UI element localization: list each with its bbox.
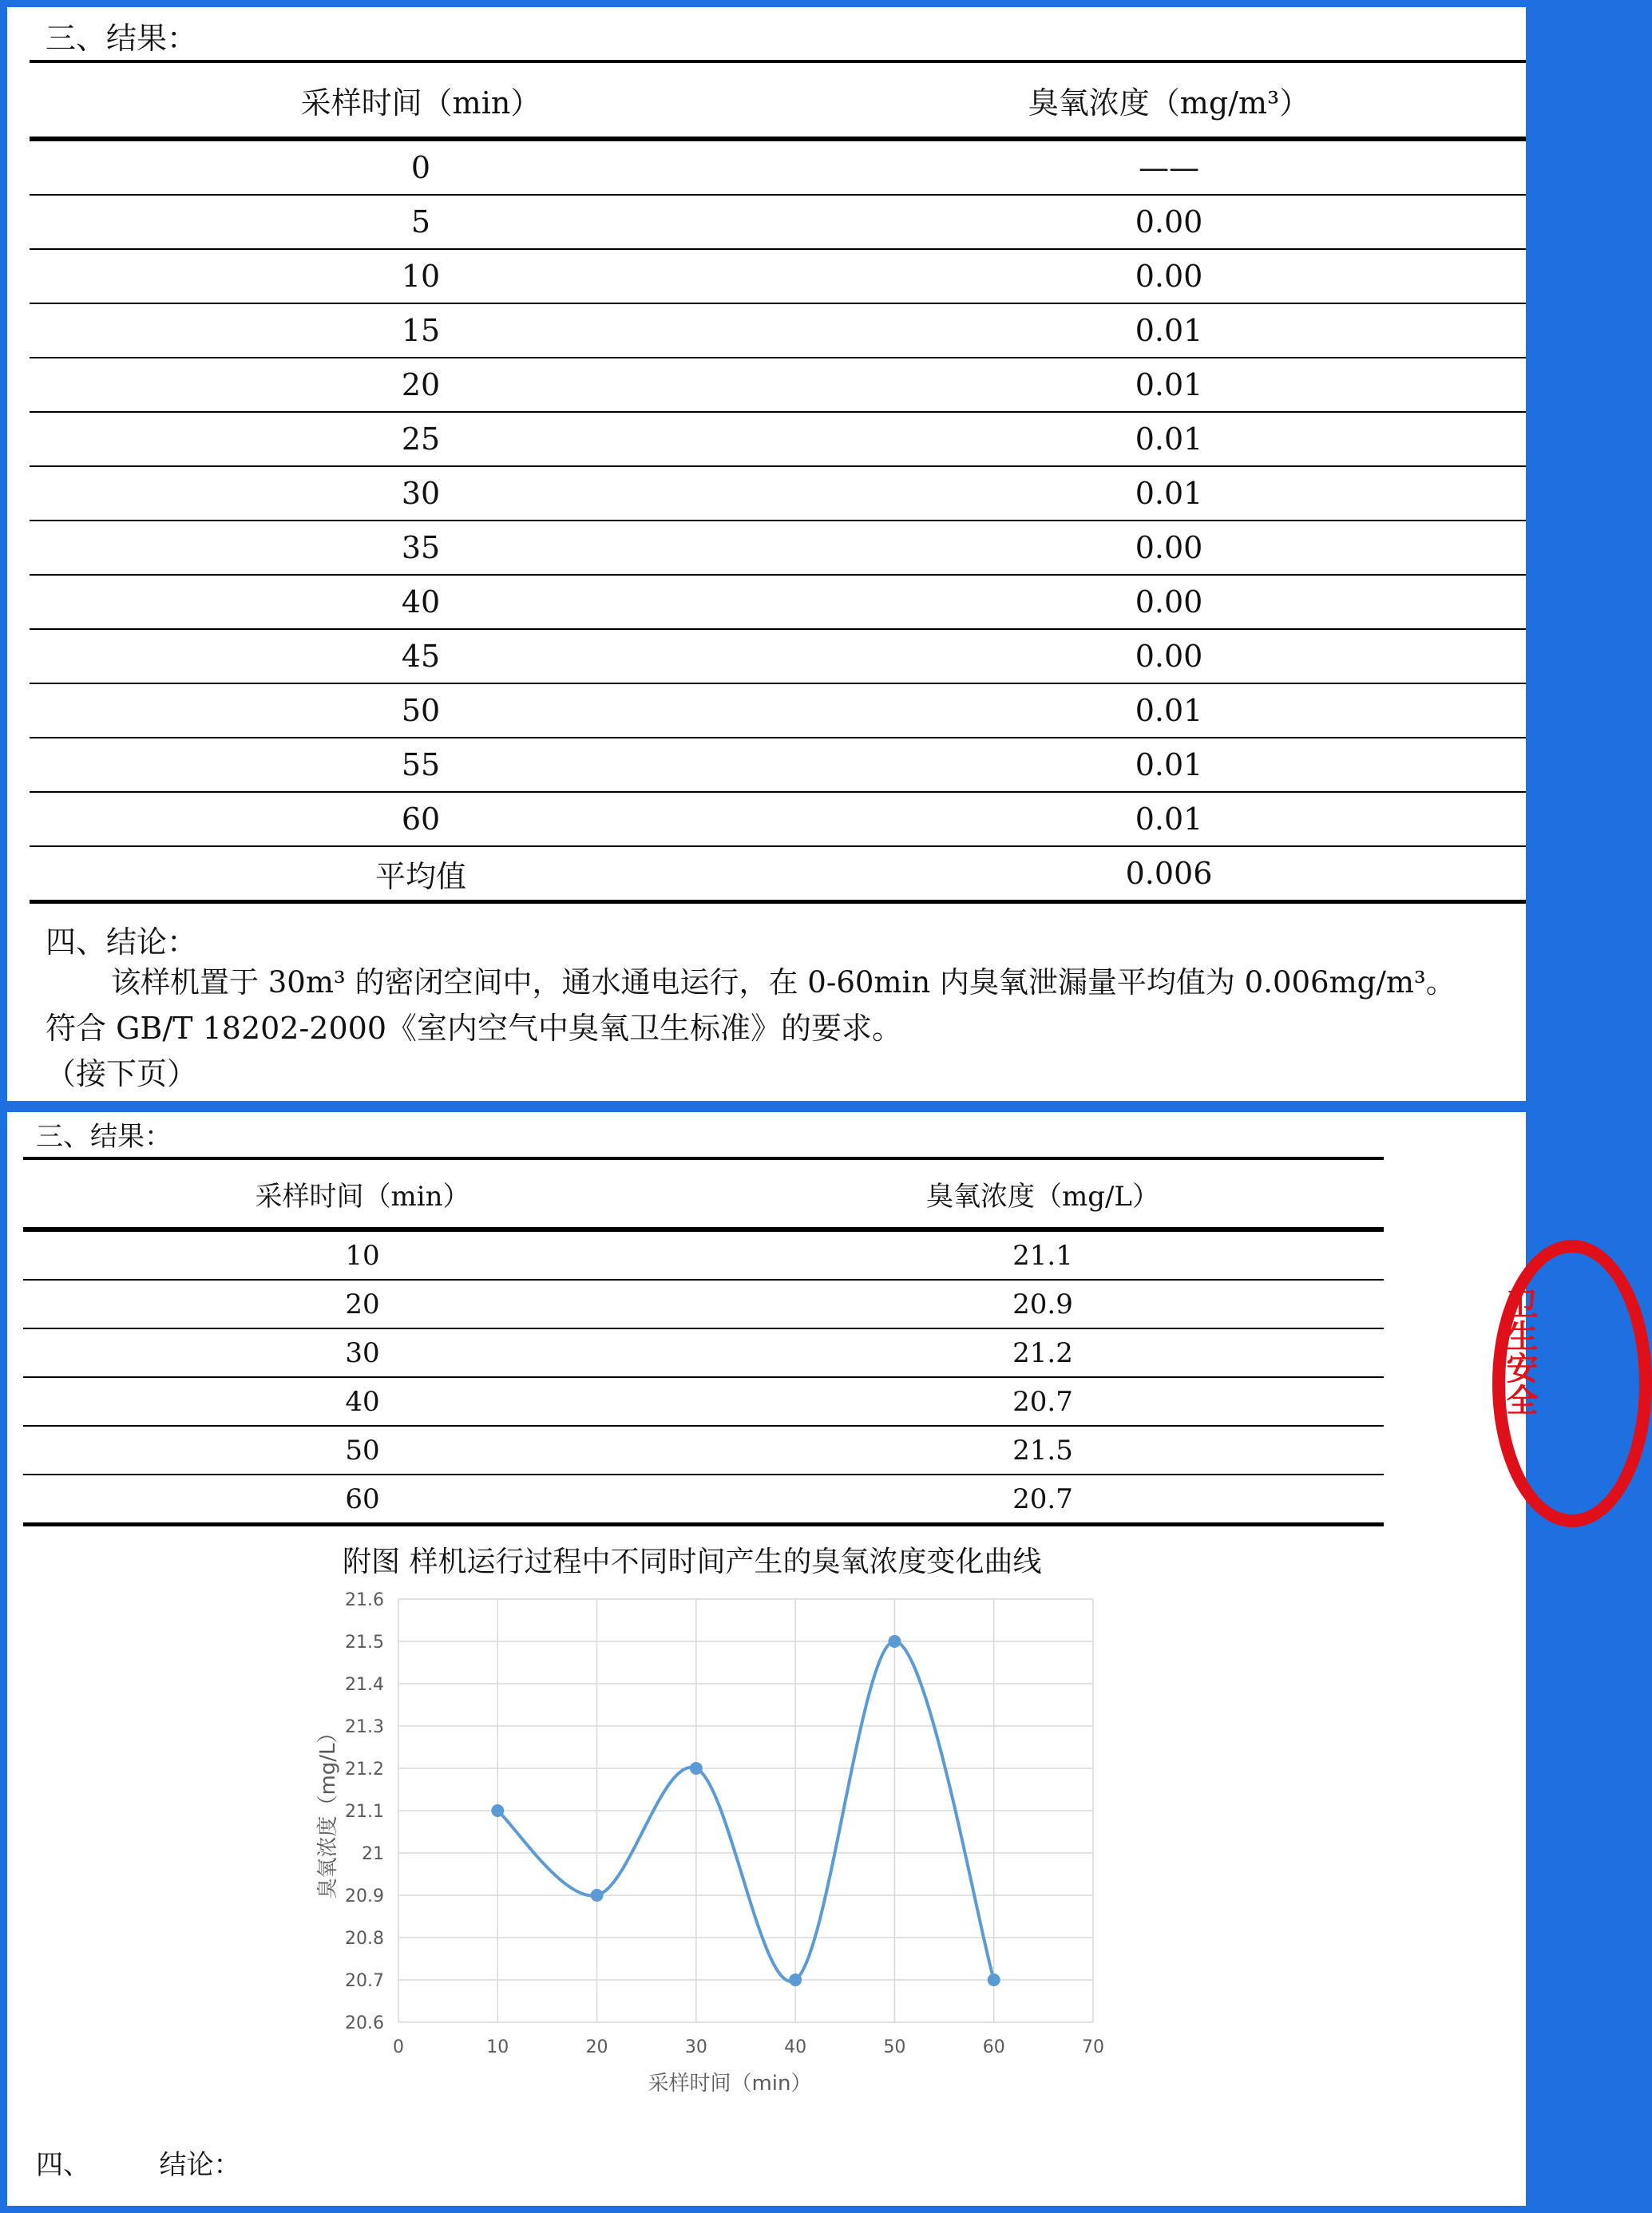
y-tick-label: 21.4 (345, 1675, 384, 1695)
report-page-2 (7, 1112, 1538, 2206)
y-tick-label: 20.6 (345, 2013, 384, 2033)
table-row (30, 792, 1526, 846)
table-row (30, 195, 1526, 249)
table-row (30, 738, 1526, 792)
x-tick-label: 10 (486, 2037, 509, 2057)
cell-concentration: 20.9 (702, 1280, 1384, 1328)
table-row (30, 846, 1526, 902)
cell-concentration: 0.01 (812, 792, 1526, 846)
cell-concentration: 0.00 (812, 629, 1526, 683)
cell-time: 20 (30, 358, 812, 412)
cell-concentration: 0.00 (812, 575, 1526, 629)
y-tick-label: 21.3 (345, 1717, 384, 1737)
cell-time: 10 (23, 1229, 702, 1280)
section-title-conclusion: 四、结论： (46, 924, 198, 960)
cell-concentration: 0.01 (812, 303, 1526, 358)
cell-concentration: —— (812, 139, 1526, 195)
conclusion-text-line1: 该样机置于 30m³ 的密闭空间中，通水通电运行，在 0-60min 内臭氧泄漏量平均值为 0.006mg/m³。 (111, 965, 1456, 1000)
y-tick-label: 21.1 (345, 1802, 384, 1822)
cell-time: 0 (30, 139, 812, 195)
y-tick-label: 20.8 (345, 1929, 384, 1949)
section-title-results: 三、结果： (46, 21, 198, 56)
cell-concentration: 0.01 (812, 412, 1526, 466)
cell-concentration: 0.00 (812, 249, 1526, 303)
cell-concentration: 0.00 (812, 521, 1526, 575)
cell-concentration: 21.5 (702, 1426, 1384, 1475)
cell-concentration: 21.2 (702, 1328, 1384, 1377)
ozone-leak-table (30, 60, 1526, 904)
col-header-concentration: 臭氧浓度（mg/m³） (812, 61, 1526, 139)
table-row (30, 575, 1526, 629)
table-row (30, 249, 1526, 303)
y-tick-label: 21.2 (345, 1760, 384, 1780)
table-row (30, 303, 1526, 358)
cell-concentration: 0.01 (812, 738, 1526, 792)
table-row (30, 683, 1526, 738)
table-row (30, 521, 1526, 575)
cell-time: 10 (30, 249, 812, 303)
x-tick-label: 30 (684, 2037, 707, 2057)
x-tick-label: 70 (1082, 2037, 1104, 2057)
cell-concentration: 21.1 (702, 1229, 1384, 1280)
col-header-time: 采样时间（min） (30, 61, 812, 139)
cell-time: 40 (30, 575, 812, 629)
cell-time: 60 (23, 1475, 702, 1525)
y-axis-label: 臭氧浓度（mg/L） (316, 1722, 340, 1899)
cell-time: 45 (30, 629, 812, 683)
y-tick-label: 20.7 (345, 1971, 384, 1991)
conclusion-text-line2: 符合 GB/T 18202-2000《室内空气中臭氧卫生标准》的要求。 (46, 1011, 903, 1046)
x-tick-label: 0 (393, 2037, 404, 2057)
cell-time: 30 (30, 466, 812, 521)
cell-time: 15 (30, 303, 812, 358)
section-title-results-2: 三、结果： (36, 1121, 172, 1153)
cell-time: 40 (23, 1377, 702, 1426)
cell-time: 35 (30, 521, 812, 575)
y-tick-label: 21.5 (345, 1633, 384, 1653)
cell-concentration: 20.7 (702, 1475, 1384, 1525)
cell-concentration: 0.01 (812, 466, 1526, 521)
col-header-time-2: 采样时间（min） (23, 1158, 702, 1229)
cell-time: 30 (23, 1328, 702, 1377)
section-title-conclusion-2: 四、 结论： (36, 2149, 241, 2181)
cell-time: 20 (23, 1280, 702, 1328)
x-tick-label: 60 (982, 2037, 1005, 2057)
cell-time: 55 (30, 738, 812, 792)
y-tick-label: 21.6 (345, 1590, 384, 1610)
table-row (30, 629, 1526, 683)
cell-time: 50 (23, 1426, 702, 1475)
table-row (30, 139, 1526, 195)
cell-time: 60 (30, 792, 812, 846)
table-row (30, 358, 1526, 412)
stamp-clip (7, 1112, 1538, 2206)
y-tick-label: 20.9 (345, 1886, 384, 1906)
cell-concentration: 0.01 (812, 683, 1526, 738)
y-tick-label: 21 (362, 1844, 384, 1864)
x-tick-label: 40 (784, 2037, 807, 2057)
table-row (30, 466, 1526, 521)
figure-caption: 附图 样机运行过程中不同时间产生的臭氧浓度变化曲线 (343, 1546, 1042, 1578)
col-header-concentration-2: 臭氧浓度（mg/L） (702, 1158, 1384, 1229)
cell-concentration: 0.01 (812, 358, 1526, 412)
cell-time: 25 (30, 412, 812, 466)
cell-time: 平均值 (30, 846, 812, 902)
stamp-text: 卫生安全 (1501, 1288, 1538, 1415)
report-page-1 (7, 7, 1526, 1101)
cell-time: 5 (30, 195, 812, 249)
continued-note: （接下页） (46, 1056, 198, 1091)
x-tick-label: 20 (585, 2037, 608, 2057)
table-row (30, 412, 1526, 466)
cell-concentration: 20.7 (702, 1377, 1384, 1426)
cell-time: 50 (30, 683, 812, 738)
x-tick-label: 50 (883, 2037, 906, 2057)
cell-concentration: 0.006 (812, 846, 1526, 902)
cell-concentration: 0.00 (812, 195, 1526, 249)
x-axis-label: 采样时间（min） (648, 2072, 812, 2096)
